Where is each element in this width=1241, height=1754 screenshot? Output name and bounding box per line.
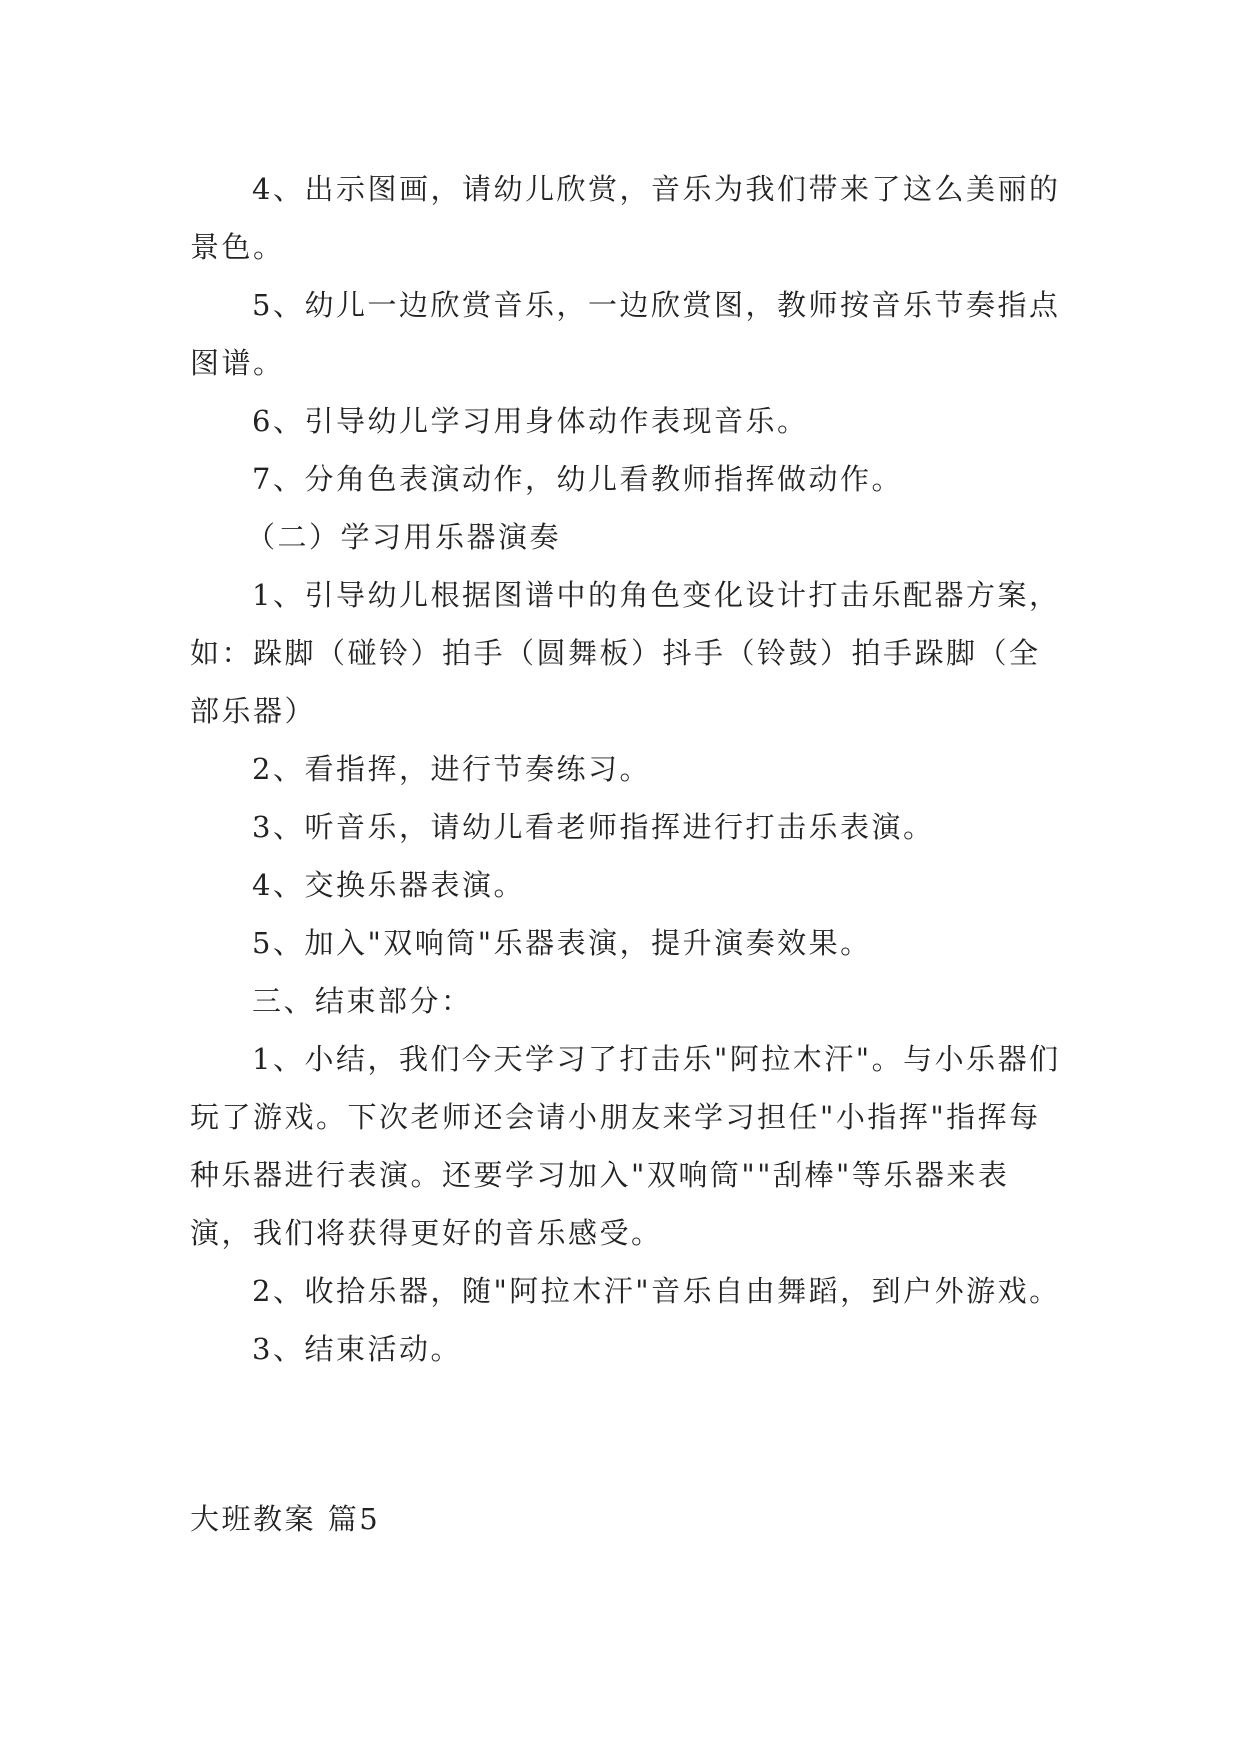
paragraph-ending-step-2: 2、收拾乐器，随"阿拉木汗"音乐自由舞蹈，到户外游戏。 <box>252 1274 1061 1308</box>
paragraph-instrument-step-3: 3、听音乐，请幼儿看老师指挥进行打击乐表演。 <box>252 810 935 844</box>
section-title: 大班教案 篇5 <box>190 1502 381 1536</box>
paragraph-step-6-body-movement: 6、引导幼儿学习用身体动作表现音乐。 <box>252 404 809 438</box>
paragraph-instrument-step-5: 5、加入"双响筒"乐器表演，提升演奏效果。 <box>252 926 872 960</box>
paragraph-instrument-step-4: 4、交换乐器表演。 <box>252 868 525 902</box>
body-text <box>190 160 1070 1378</box>
subheading-ending-part: 三、结束部分： <box>252 984 473 1018</box>
paragraph-step-4-show-picture: 4、出示图画，请幼儿欣赏，音乐为我们带来了这么美丽的景色。 <box>190 172 1061 264</box>
paragraph-step-7-role-play: 7、分角色表演动作，幼儿看教师指挥做动作。 <box>252 462 903 496</box>
paragraph-ending-step-1: 1、小结，我们今天学习了打击乐"阿拉木汗"。与小乐器们玩了游戏。下次老师还会请小朋友来学习担任"小指挥"指挥每种乐器进行表演。还要学习加入"双响筒""刮棒"等乐器来表演，我们将获得更好的音乐感受。 <box>190 1042 1061 1250</box>
paragraph-step-5-appreciate-music: 5、幼儿一边欣赏音乐，一边欣赏图，教师按音乐节奏指点图谱。 <box>190 288 1061 380</box>
paragraph-instrument-step-1: 1、引导幼儿根据图谱中的角色变化设计打击乐配器方案，如：跺脚（碰铃）拍手（圆舞板）抖手（铃鼓）拍手跺脚（全部乐器） <box>190 578 1061 728</box>
subheading-instrument-play: （二）学习用乐器演奏 <box>246 520 562 554</box>
paragraph-instrument-step-2: 2、看指挥，进行节奏练习。 <box>252 752 651 786</box>
paragraph-ending-step-3: 3、结束活动。 <box>252 1332 462 1366</box>
